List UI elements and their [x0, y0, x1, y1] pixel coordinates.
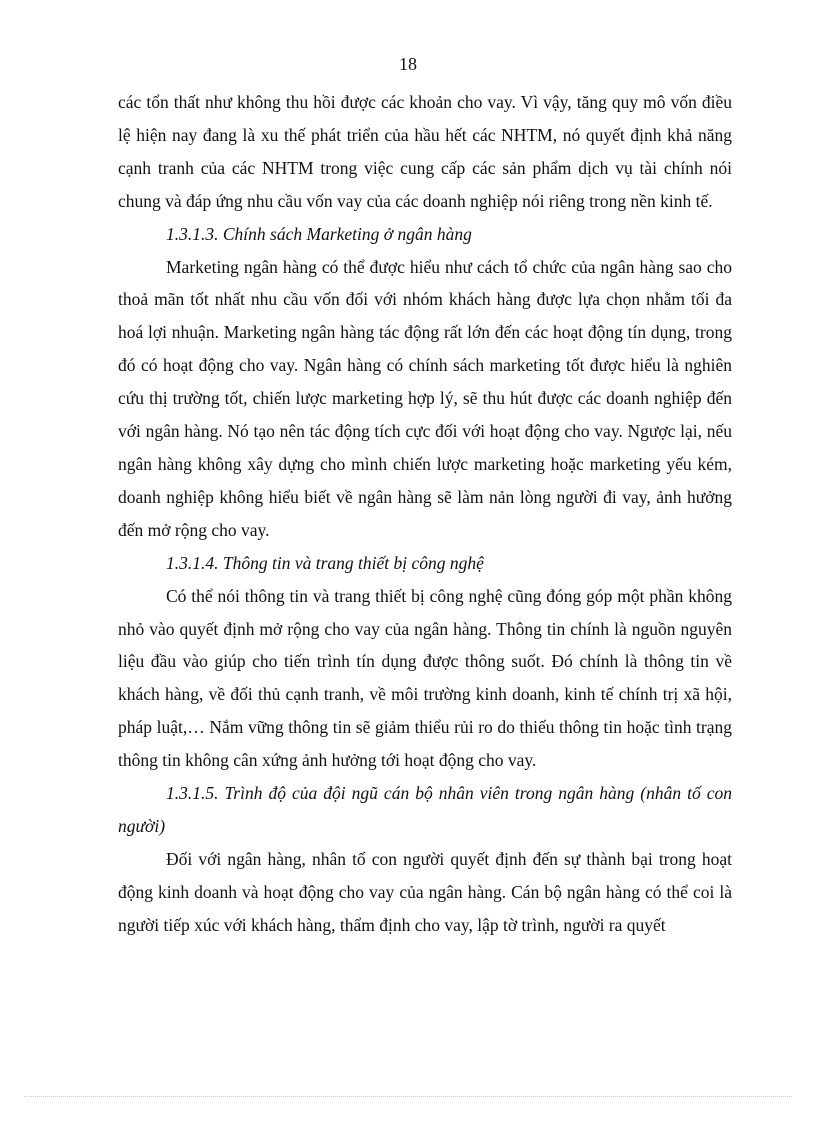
section-heading-human-factor: 1.3.1.5. Trình độ của đội ngũ cán bộ nhân viên trong ngân hàng (nhân tố con người) [118, 783, 732, 836]
paragraph-information-technology: Có thể nói thông tin và trang thiết bị công nghệ cũng đóng góp một phần không nhỏ vào quyết định mở rộng cho vay của ngân hàng. Thông tin chính là nguồn nguyên liệu đầu vào giúp cho tiến trình tín dụng được thông suốt. Đó chính là thông tin về khách hàng, về đối thủ cạnh tranh, về môi trường kinh doanh, kinh tế chính trị xã hội, pháp luật,… Nắm vững thông tin sẽ giảm thiểu rủi ro do thiếu thông tin hoặc tình trạng thông tin không cân xứng ảnh hưởng tới hoạt động cho vay. [118, 585, 732, 771]
section-heading-marketing: 1.3.1.3. Chính sách Marketing ở ngân hàng [166, 223, 472, 244]
page-bottom-divider [24, 1096, 792, 1097]
paragraph-marketing: Marketing ngân hàng có thể được hiểu như cách tổ chức của ngân hàng sao cho thoả mãn tốt nhất nhu cầu vốn đối với nhóm khách hàng được lựa chọn nhằm tối đa hoá lợi nhuận. Marketing ngân hàng tác động rất lớn đến các hoạt động tín dụng, trong đó có hoạt động cho vay. Ngân hàng có chính sách marketing tốt được hiểu là nghiên cứu thị trường tốt, chiến lược marketing hợp lý, sẽ thu hút được các doanh nghiệp đến với ngân hàng. Nó tạo nên tác động tích cực đối với hoạt động cho vay. Ngược lại, nếu ngân hàng không xây dựng cho mình chiến lược marketing hoặc marketing yếu kém, doanh nghiệp không hiểu biết về ngân hàng sẽ làm nản lòng người đi vay, ảnh hưởng đến mở rộng cho vay. [118, 256, 732, 540]
page-number: 18 [399, 54, 417, 74]
paragraph-human-factor: Đối với ngân hàng, nhân tố con người quyết định đến sự thành bại trong hoạt động kinh doanh và hoạt động cho vay của ngân hàng. Cán bộ ngân hàng có thể coi là người tiếp xúc với khách hàng, thẩm định cho vay, lập tờ trình, người ra quyết [118, 848, 732, 935]
document-body [118, 86, 732, 942]
paragraph-capital: các tổn thất như không thu hồi được các khoản cho vay. Vì vậy, tăng quy mô vốn điều lệ hiện nay đang là xu thế phát triển của hầu hết các NHTM, nó quyết định khả năng cạnh tranh của các NHTM trong việc cung cấp các sản phẩm dịch vụ tài chính nói chung và đáp ứng nhu cầu vốn vay của các doanh nghiệp nói riêng trong nền kinh tế. [118, 92, 732, 211]
section-heading-information-technology: 1.3.1.4. Thông tin và trang thiết bị công nghệ [166, 552, 484, 573]
